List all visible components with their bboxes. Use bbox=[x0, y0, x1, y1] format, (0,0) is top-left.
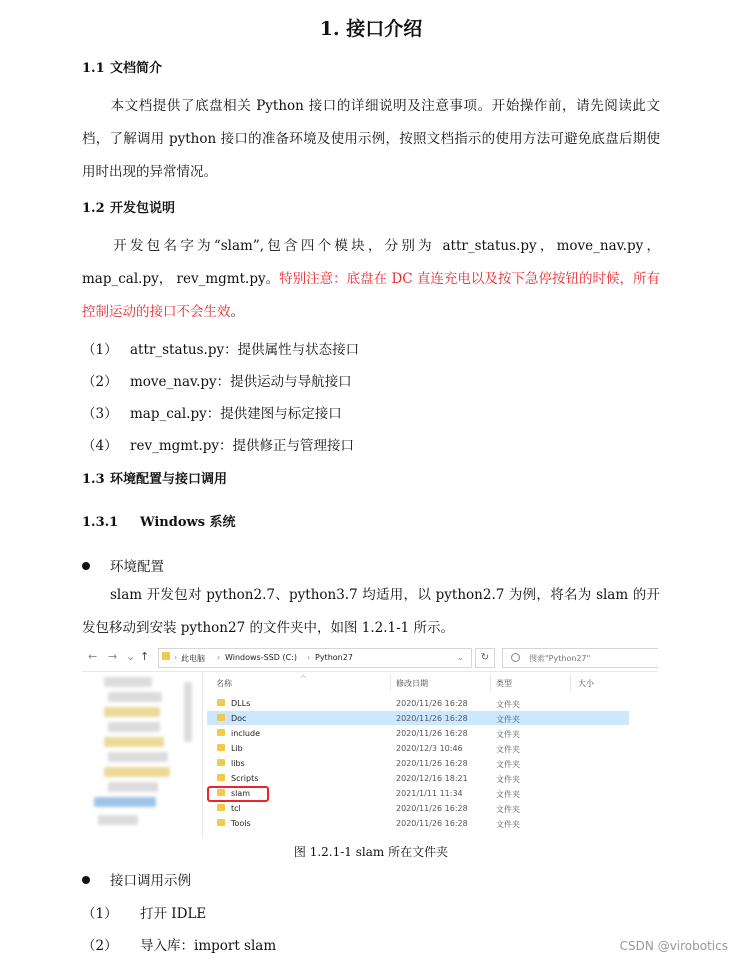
chevron-down-icon[interactable]: ⌄ bbox=[457, 653, 464, 662]
folder-icon bbox=[217, 729, 225, 736]
figure-caption: 图 1.2.1-1 slam 所在文件夹 bbox=[293, 845, 449, 859]
list-number: （4） bbox=[82, 438, 118, 454]
env-text: slam 开发包对 python2.7、python3.7 均适用，以 python2.7 为例，将名为 slam 的开发包移动到安装 python27 的文件夹中，如图 1.2.1-1 所示。 bbox=[82, 587, 660, 636]
section-title: Windows 系统 bbox=[140, 515, 236, 530]
section-title: 环境配置与接口调用 bbox=[110, 472, 228, 487]
file-date: 2020/11/26 16:28 bbox=[396, 804, 468, 813]
up-arrow-icon[interactable]: ↑ bbox=[140, 650, 150, 663]
folder-icon bbox=[217, 819, 225, 826]
package-text: 开发包名字为“slam”,包含四个模块，分别为 attr_status.py，move_nav.py， map_cal.py， rev_mgmt.py。 bbox=[82, 238, 660, 287]
folder-icon bbox=[217, 699, 225, 706]
refresh-icon[interactable]: ↻ bbox=[475, 648, 495, 668]
column-header-size[interactable]: 大小 bbox=[578, 679, 594, 688]
section-heading-1-3 bbox=[82, 468, 227, 487]
watermark: CSDN @virobotics bbox=[619, 939, 728, 953]
file-date: 2020/11/26 16:28 bbox=[396, 729, 468, 738]
file-explorer-screenshot bbox=[82, 645, 658, 837]
file-type: 文件夹 bbox=[496, 745, 520, 754]
breadcrumb-sep: › bbox=[307, 653, 311, 662]
table-row[interactable] bbox=[207, 801, 658, 816]
file-name: include bbox=[231, 729, 260, 738]
address-bar[interactable] bbox=[158, 648, 472, 668]
breadcrumb-item[interactable]: Python27 bbox=[315, 653, 353, 662]
file-date: 2021/1/11 11:34 bbox=[396, 789, 463, 798]
breadcrumb-sep: › bbox=[217, 653, 221, 662]
column-header-date[interactable]: 修改日期 bbox=[396, 679, 428, 688]
file-name: DLLs bbox=[231, 699, 251, 708]
section-heading-1-1 bbox=[82, 57, 162, 76]
env-paragraph bbox=[82, 579, 660, 645]
step-text: 导入库：import slam bbox=[140, 938, 277, 954]
file-date: 2020/12/3 10:46 bbox=[396, 744, 463, 753]
file-type: 文件夹 bbox=[496, 805, 520, 814]
list-item bbox=[82, 402, 342, 422]
list-text: map_cal.py：提供建图与标定接口 bbox=[130, 406, 342, 422]
list-text: attr_status.py：提供属性与状态接口 bbox=[130, 342, 360, 358]
back-arrow-icon[interactable]: ← bbox=[88, 650, 98, 663]
page-title: 1. 接口介绍 bbox=[319, 18, 423, 40]
bullet-item bbox=[82, 869, 191, 889]
file-type: 文件夹 bbox=[496, 730, 520, 739]
file-date: 2020/11/26 16:28 bbox=[396, 819, 468, 828]
bullet-dot-icon bbox=[82, 562, 90, 570]
file-name: tcl bbox=[231, 804, 241, 813]
table-row[interactable] bbox=[207, 756, 658, 771]
section-number: 1.3.1 bbox=[82, 515, 119, 530]
package-text-end: 。 bbox=[230, 304, 244, 320]
file-type: 文件夹 bbox=[496, 775, 520, 784]
breadcrumb-sep: › bbox=[174, 653, 178, 662]
file-type: 文件夹 bbox=[496, 760, 520, 769]
folder-icon bbox=[217, 744, 225, 751]
file-name: Lib bbox=[231, 744, 243, 753]
section-heading-1-3-1 bbox=[82, 511, 236, 530]
bullet-dot-icon bbox=[82, 876, 90, 884]
package-paragraph bbox=[82, 230, 660, 329]
breadcrumb-item[interactable]: Windows-SSD (C:) bbox=[225, 653, 297, 662]
folder-icon bbox=[162, 652, 170, 660]
navigation-pane[interactable] bbox=[82, 672, 203, 837]
list-text: move_nav.py：提供运动与导航接口 bbox=[130, 374, 352, 390]
list-number: （3） bbox=[82, 406, 118, 422]
step-text: 打开 IDLE bbox=[140, 906, 207, 922]
search-placeholder: 搜索"Python27" bbox=[529, 654, 591, 663]
folder-icon bbox=[217, 804, 225, 811]
file-date: 2020/11/26 16:28 bbox=[396, 759, 468, 768]
file-name: libs bbox=[231, 759, 245, 768]
bullet-text: 环境配置 bbox=[110, 559, 164, 575]
intro-paragraph bbox=[82, 90, 660, 189]
file-name: slam bbox=[231, 789, 251, 798]
file-type: 文件夹 bbox=[496, 700, 520, 709]
file-date: 2020/12/16 18:21 bbox=[396, 774, 468, 783]
step-item bbox=[82, 902, 206, 922]
folder-icon bbox=[217, 759, 225, 766]
file-name: Tools bbox=[231, 819, 251, 828]
file-name: Scripts bbox=[231, 774, 259, 783]
search-input[interactable] bbox=[502, 648, 658, 668]
list-item bbox=[82, 370, 352, 390]
slam-highlight-box bbox=[207, 786, 269, 802]
section-heading-1-2 bbox=[82, 197, 175, 216]
section-number: 1.3 bbox=[82, 472, 105, 487]
list-number: （1） bbox=[82, 342, 118, 358]
step-item bbox=[82, 934, 276, 954]
column-header-name[interactable]: 名称 bbox=[216, 679, 232, 688]
table-row[interactable] bbox=[207, 726, 658, 741]
table-row[interactable] bbox=[207, 771, 658, 786]
list-number: （2） bbox=[82, 374, 118, 390]
bullet-item bbox=[82, 555, 164, 575]
file-date: 2020/11/26 16:28 bbox=[396, 714, 468, 723]
section-number: 1.2 bbox=[82, 201, 105, 216]
intro-text: 本文档提供了底盘相关 Python 接口的详细说明及注意事项。开始操作前，请先阅读此文档，了解调用 python 接口的准备环境及使用示例，按照文档指示的使用方法可避免底盘后期使用时出现的异常情况。 bbox=[82, 98, 660, 180]
table-row[interactable] bbox=[207, 741, 658, 756]
list-item bbox=[82, 338, 359, 358]
section-number: 1.1 bbox=[82, 61, 105, 76]
breadcrumb-item[interactable]: 此电脑 bbox=[181, 654, 205, 663]
table-row[interactable] bbox=[207, 816, 658, 831]
folder-icon bbox=[217, 774, 225, 781]
sort-up-icon: ^ bbox=[300, 674, 307, 683]
forward-arrow-icon[interactable]: → bbox=[108, 650, 118, 663]
chevron-down-icon[interactable]: ⌄ bbox=[126, 650, 136, 663]
file-type: 文件夹 bbox=[496, 820, 520, 829]
column-header-type[interactable]: 类型 bbox=[496, 679, 512, 688]
table-row[interactable] bbox=[207, 696, 658, 711]
table-row[interactable] bbox=[207, 711, 658, 726]
file-type: 文件夹 bbox=[496, 790, 520, 799]
search-icon bbox=[511, 653, 520, 662]
file-type: 文件夹 bbox=[496, 715, 520, 724]
step-number: （1） bbox=[82, 906, 118, 922]
list-text: rev_mgmt.py：提供修正与管理接口 bbox=[130, 438, 355, 454]
list-item bbox=[82, 434, 354, 454]
explorer-toolbar bbox=[82, 645, 658, 672]
file-name: Doc bbox=[231, 714, 247, 723]
table-row[interactable] bbox=[207, 786, 658, 801]
folder-icon bbox=[217, 714, 225, 721]
section-title: 文档简介 bbox=[110, 61, 163, 76]
file-date: 2020/11/26 16:28 bbox=[396, 699, 468, 708]
section-title: 开发包说明 bbox=[110, 201, 176, 216]
step-number: （2） bbox=[82, 938, 118, 954]
warning-text: 特别注意：底盘在 DC 直连充电以及按下急停按钮的时候，所有控制运动的接口不会生效 bbox=[82, 271, 660, 320]
bullet-text: 接口调用示例 bbox=[110, 873, 191, 889]
